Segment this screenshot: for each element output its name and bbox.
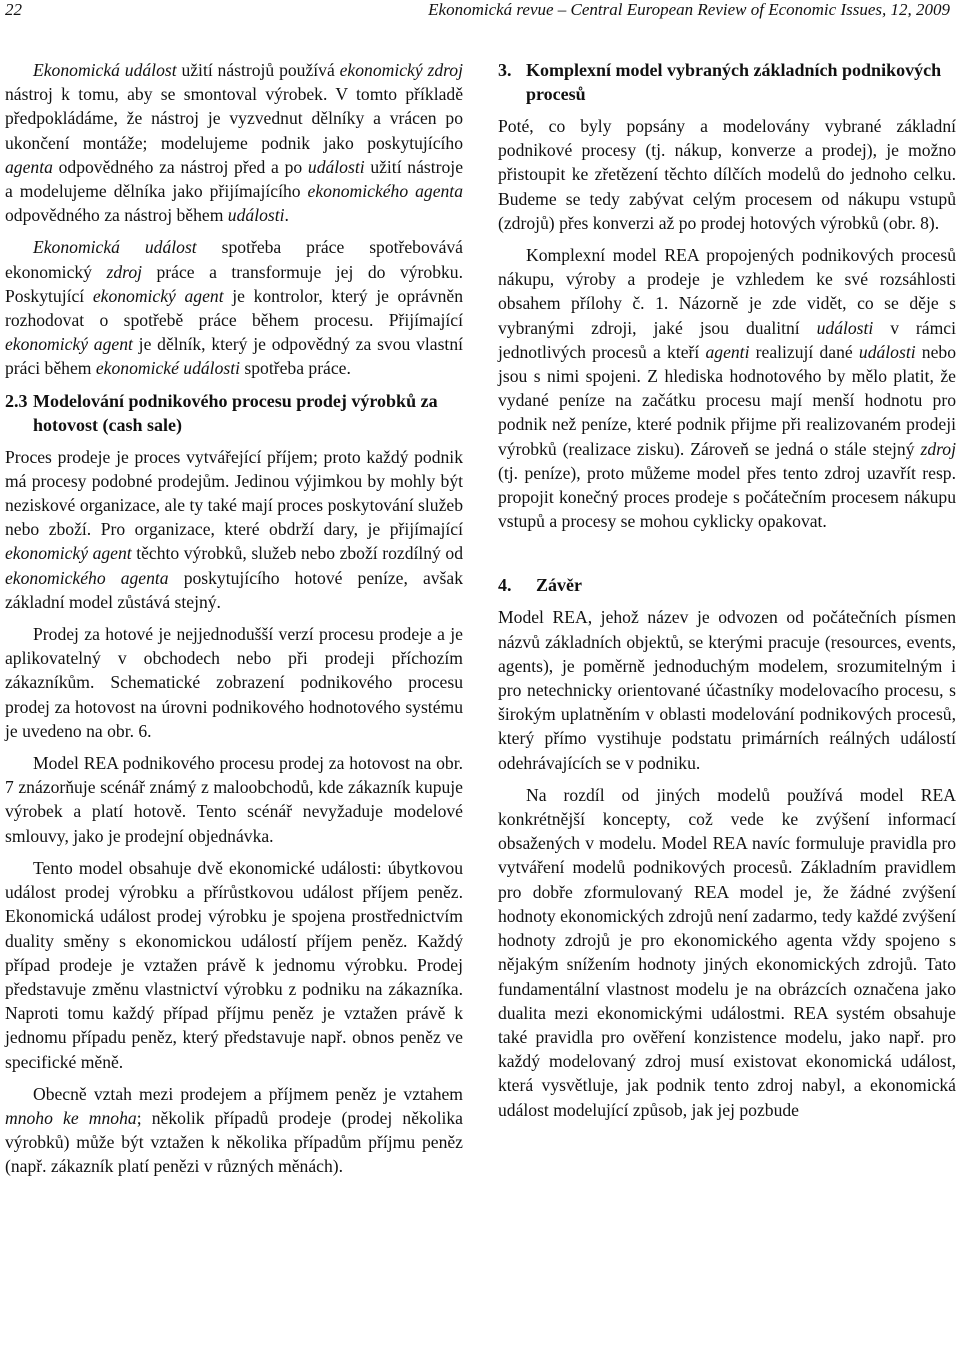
text-run: užití nástrojů používá [176,60,340,80]
text-run: v rámci jednotlivých procesů a kteří [498,317,956,362]
text-run: Komplexní model REA propojených podnikových procesů nákupu, výroby a prodeje je vzhledem ke své rozsáhlosti obsahem přílohy č. 1. Názorně je zde vidět, co se děje s vybranými zdroji, jaké jsou dualitní [498,245,956,338]
paragraph [498,783,956,1122]
italic-term: agenta [5,156,53,177]
italic-term: ekonomického agenta [307,181,463,202]
italic-term: ekonomického agenta [5,567,169,588]
italic-term: Ekonomická událost [33,60,177,80]
left-column [5,58,463,1179]
italic-term: Ekonomická událost [33,237,197,258]
text-run: poskytujícího hotové peníze, avšak základní model zůstává stejný. [5,567,464,612]
italic-term: ekonomické události [95,358,240,379]
text-run: nástroj k tomu, aby se smontoval výrobek. V tomto příkladě předpokládáme, že nástroj je vyzvednut dělníky a vrácen po ukončení montáže; modelujeme podnik jako poskytujícího [5,84,463,153]
text-run: těchto výrobků, služeb nebo zboží rozdílný od [131,543,463,564]
paragraph [5,58,463,227]
text-run: realizují dané [749,341,859,362]
text-run: Proces prodeje je proces vytvářející příjem; proto každý podnik má procesy podobné prodejům. Jedinou výjimkou by mohly být neziskové organizace, ale ty také mají proces poskytování služeb nebo zboží. Pro organizace, které obdrží dary, je přijímající [5,446,463,540]
paragraph [5,622,463,743]
italic-term: ekonomický agent [5,334,133,355]
journal-running-head: Ekonomická revue – Central European Review of Economic Issues, 12, 2009 [428,0,950,19]
page-header [0,0,960,30]
text-run: spotřeba práce spotřebovává ekonomický [5,237,463,282]
text-run: spotřeba práce. [240,358,351,379]
text-run: . [284,205,289,226]
text-run: ; několik případů prodeje (prodej několika výrobků) může být vztažen k několika případům příjmu peněz (např. zákazník platí penězi v různých měnách). [5,1107,463,1177]
paragraph [498,243,956,533]
italic-term: ekonomický agent [92,285,224,306]
section-heading-4 [498,573,956,597]
italic-term: ekonomický agent [5,543,132,564]
section-number: 2.3 [5,390,28,411]
italic-term: mnoho ke mnoha [5,1107,137,1128]
paragraph [5,445,463,614]
section-number: 4. [498,575,512,596]
text-run: (tj. peníze), proto můžeme model přes tento zdroj uzavřít resp. propojit konečný proces prodeje s počátečním procesem nákupu vstupů a procesy se mohou cyklicky opakovat. [498,462,956,532]
section-heading-2-3 [5,389,463,437]
page-number: 22 [5,0,22,19]
text-run: Obecně vztah mezi prodejem a příjmem peněz je vztahem [33,1083,463,1104]
right-column [498,58,956,1122]
italic-term: zdroj [106,261,143,282]
text-run: užití nástroje a modelujeme dělníka jako přijímajícího [5,156,463,202]
italic-term: události [816,317,874,338]
paragraph [5,856,463,1074]
paragraph [498,605,956,774]
paragraph [498,114,956,235]
section-title: Závěr [536,575,582,596]
section-title: Modelování podnikového procesu prodej výrobků za hotovost (cash sale) [33,390,438,435]
italic-term: agenti [705,341,750,362]
text-run: nebo jsou s nimi spojeni. Z hlediska hodnotového by mělo platit, že vydané peníze na začátku procesu mají menší hodnotu pro podnik než peníze, které podnik přijme při realizovaném prodeji výrobků (realizace zisku). Zároveň se jedná o stále stejný [498,341,956,459]
italic-term: události [858,341,916,362]
section-title: Komplexní model vybraných základních podnikových procesů [526,60,942,104]
paragraph [5,751,463,848]
text-run: Na rozdíl od jiných modelů používá model REA konkrétnější koncepty, což vede ke zvýšení informací obsažených v modelu. Model REA navíc formuluje pravidla pro vytváření modelů podnikových procesů. Základním pravidlem pro dobře zformulovaný REA model je, že žádné zvýšení hodnoty ekonomických zdrojů není zadarmo, tedy každé zvýšení hodnoty zdrojů je pro ekonomického agenta vždy spojeno s nějakým snížením hodnoty jiných ekonomických zdrojů. Tato fundamentální vlastnost modelu je na obrázcích označena jako dualita mezi ekonomickými událostmi. REA systém obsahuje také pravidla pro ověření konzistence modelu, jako např. pro každý modelovaný zdroj musí existovat ekonomická událost, která vysvětluje, jak podnik tento zdroj nabyl, a ekonomická událost modelující způsob, jak jej pozbude [498,784,956,1120]
text-run: Model REA podnikového procesu prodej za hotovost na obr. 7 znázorňuje scénář známý z maloobchodů, kde zákazník kupuje výrobek a platí hotově. Tento scénář nevyžaduje modelové smlouvy, jako je prodejní objednávka. [5,753,463,846]
paragraph [5,1082,463,1179]
text-run: práce a transformuje jej do výrobku. Poskytující [5,261,463,306]
italic-term: zdroj [920,438,956,459]
text-run: Tento model obsahuje dvě ekonomické události: úbytkovou událost prodej výrobku a přírůstkovou událost příjem peněz. Ekonomická událost prodej výrobku je spojena prostřednictvím duality směny s ekonomickou událostí příjem peněz. Každý případ prodeje je vztažen právě k jednomu výrobku. Prodej představuje změnu vlastnictví výrobku z podniku na zákazníka. Naproti tomu každý případ příjmu peněz je vztažen právě k jednomu případu peněz, který představuje např. obnos peněz ve specifické měně. [5,857,463,1072]
italic-term: události [227,205,285,226]
text-run: odpovědného za nástroj během [5,205,228,226]
text-run: Prodej za hotové je nejjednodušší verzí procesu prodeje a je aplikovatelný v obchodech nebo při prodeji příchozím zákazníkům. Schematické zobrazení podnikového procesu prodej za hotovost na úrovni podnikového hodnotového systému je uvedeno na obr. 6. [5,624,463,741]
section-heading-3 [498,58,956,106]
text-run: Model REA, jehož název je odvozen od počátečních písmen názvů základních objektů, se kterými pracuje (resources, events, agents), je poměrně jednoduchým modelem, srozumitelným i pro netechnicky orientované účastníky modelovacího procesu, s širokým uplatněním v oblasti modelování podnikových procesů, který přímo vystihuje podstatu primárních reálných událostí odehrávajících se v podniku. [498,607,956,773]
text-run: odpovědného za nástroj před a po [52,156,308,177]
section-number: 3. [498,60,512,80]
text-run: Poté, co byly popsány a modelovány vybrané základní podnikové procesy (tj. nákup, konverze a prodej), je možno přistoupit ke zřetězení těchto dílčích modelů do jednoho celku. Budeme se tedy zabývat celým procesem od nákupu vstupů (zdrojů) přes konverzi až po prodej hotových výrobků (obr. 8). [498,116,956,233]
text-run: je kontrolor, který je oprávněn rozhodovat o spotřebě práce během procesu. Přijímající [5,285,463,331]
italic-term: ekonomický zdroj [339,60,463,80]
text-run: je dělník, který je odpovědný za svou vlastní práci během [5,334,464,379]
italic-term: události [307,156,365,177]
paragraph [5,235,463,380]
